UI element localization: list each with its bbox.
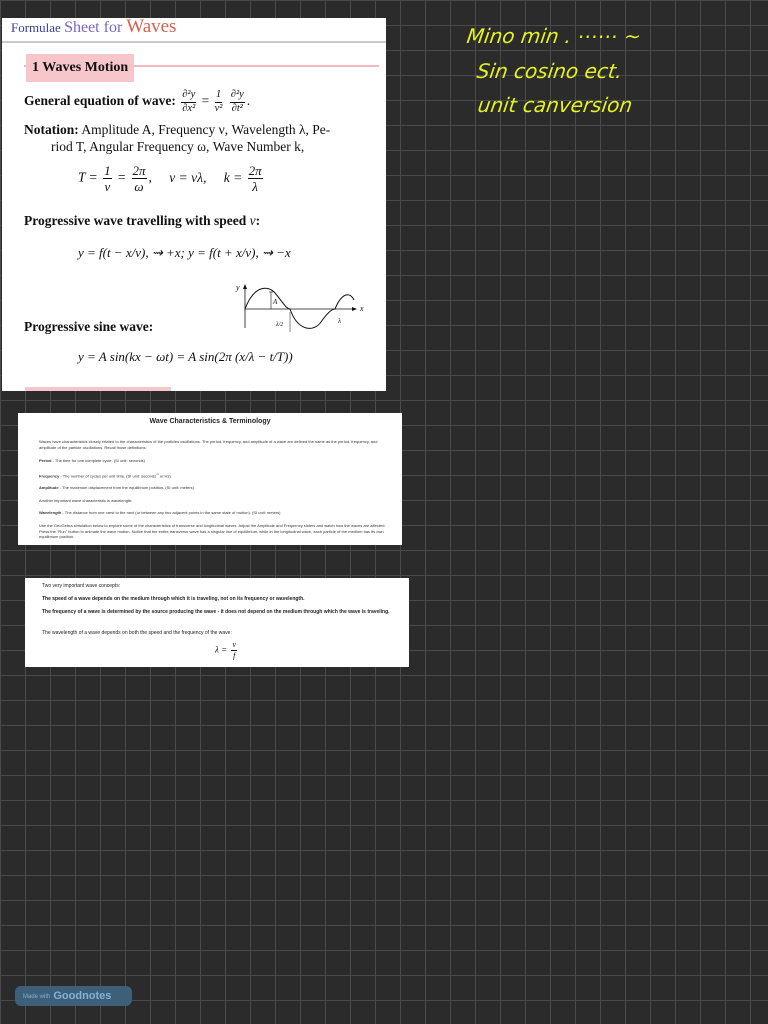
k-lhs: k = — [223, 169, 243, 185]
diagram-label-x: x — [360, 304, 364, 313]
amplitude-term: Amplitude — [39, 485, 59, 490]
title-divider — [2, 41, 386, 43]
concept-wavelength: The wavelength of a wave depends on both the speed and the frequency of the wave: — [42, 630, 232, 636]
relations-comma: , — [148, 169, 152, 185]
frac-t1 — [103, 164, 112, 193]
concept-frequency: The frequency of a wave is determined by the source producing the wave - it does not depend on the medium through which the wave is traveling. — [42, 609, 390, 615]
v-relation: v = νλ, — [169, 169, 207, 185]
diagram-label-amplitude: A — [273, 298, 278, 306]
wavelength-term: Wavelength — [39, 510, 62, 515]
frac-k — [248, 164, 263, 193]
relations-line — [78, 164, 265, 193]
made-with-goodnotes-badge[interactable] — [15, 986, 132, 1006]
frac-rhs-den: ∂t² — [231, 102, 243, 114]
wavelength-definition — [39, 510, 395, 516]
frac-t1-den: ν — [104, 179, 111, 194]
wave-characteristics-title: Wave Characteristics & Terminology — [149, 418, 271, 425]
diagram-label-lambda: λ — [338, 317, 342, 325]
frac-lhs — [181, 90, 196, 114]
progressive-label-var: v — [249, 213, 256, 228]
section-heading: 1 Waves Motion — [26, 54, 134, 82]
diagram-label-half-lambda: λ/2 — [276, 322, 284, 328]
concepts-intro: Two very important wave concepts: — [42, 583, 121, 589]
notation-label: Notation: — [24, 122, 79, 137]
wavelength-text: - The distance from one crest to the next (or between any two adjacent points in the same state of motion). (SI unit: meters) — [61, 510, 281, 515]
frac-lhs-num: ∂²y — [181, 90, 196, 103]
title-part-waves: Waves — [126, 16, 177, 37]
frequency-sup: -1 — [156, 472, 159, 476]
title-part-sheet: Sheet — [64, 19, 104, 36]
frequency-text-2: or Hz) — [158, 473, 171, 479]
frequency-definition — [39, 472, 395, 479]
characteristics-intro: Waves have characteristics closely related to the characteristics of the particles oscillations. The period, frequency, and amplitude of a wave are defined the same as the period, frequency, and amplitude of the particle oscillations. Recall those definitions: — [39, 439, 378, 450]
period-term: Period — [39, 458, 52, 463]
badge-brand: Goodnotes — [53, 990, 112, 1002]
handwritten-note-3: unit canversion — [476, 93, 634, 117]
frequency-text: - The number of cycles per unit time. (SI unit: seconds — [59, 473, 157, 479]
frac-coef — [215, 90, 223, 114]
notation-line-2: riod T, Angular Frequency ω, Wave Number k, — [51, 139, 305, 154]
progressive-label-suffix: : — [255, 213, 261, 228]
formula-den: f — [233, 651, 236, 660]
frac-rhs — [230, 90, 245, 114]
next-section-peek — [25, 387, 171, 391]
badge-prefix: Made with — [23, 994, 51, 1000]
another-characteristic: Another important wave characteristic is wavelength: — [39, 498, 133, 503]
formula-sheet-card — [2, 18, 386, 391]
frac-k-num: 2π — [248, 163, 262, 178]
frac-rhs-num: ∂²y — [230, 90, 245, 103]
progressive-label-prefix: Progressive wave travelling with speed — [24, 213, 250, 228]
y-axis-arrow — [243, 284, 247, 289]
title-part-formulae: Formulae — [11, 20, 65, 35]
frequency-term: Frequency — [39, 473, 60, 479]
frac-coef-den: v² — [214, 102, 223, 114]
relations-equals: = — [117, 169, 127, 185]
general-equation-line — [24, 90, 250, 114]
frac-t2 — [132, 164, 147, 193]
wave-concepts-card — [25, 578, 409, 667]
x-axis-arrow — [352, 307, 357, 311]
geogebra-instructions: Use the GeoGebra simulation below to explore some of the characteristics of transverse and longitudinal waves. Adjust the Amplitude and Frequency sliders and watch how the waves are affected. Press the "Run" button to animate the wave motion. Notice that the entire transverse wave has a singular line of equilibrium, while in the longitudinal wave, each particle of the medium has its own equilibrium position. — [39, 523, 386, 539]
equals-sign: = — [201, 93, 210, 109]
equation-end: . — [246, 93, 251, 109]
formula-sheet-title — [11, 16, 176, 38]
amplitude-text: - The maximum displacement from the equilibrium position. (SI unit: meters) — [58, 485, 194, 490]
frac-t2-num: 2π — [132, 163, 146, 178]
frac-t2-den: ω — [134, 179, 144, 194]
sine-wave-label: Progressive sine wave: — [24, 319, 154, 334]
period-text: - The time for one complete cycle. (SI unit: seconds) — [51, 458, 145, 463]
amplitude-definition — [39, 485, 395, 491]
formula-frac — [231, 641, 237, 660]
notation-text-1: Amplitude A, Frequency ν, Wavelength λ, Pe- — [81, 122, 331, 137]
sine-wave-equation: y = A sin(kx − ωt) = A sin(2π (x/λ − t/T)) — [78, 349, 293, 364]
frac-t1-num: 1 — [104, 163, 111, 178]
frac-coef-num: 1 — [215, 90, 222, 103]
t-lhs: T = — [78, 169, 98, 185]
progressive-equation: y = f(t − x/v), ⇝ +x; y = f(t + x/v), ⇝ −x — [78, 245, 291, 260]
period-definition — [39, 458, 395, 464]
handwritten-note-2: Sin cosino ect. — [475, 59, 624, 83]
frac-k-den: λ — [252, 179, 258, 194]
frac-lhs-den: ∂x² — [182, 102, 196, 114]
formula-lhs: λ = — [215, 644, 228, 655]
sine-wave-diagram — [232, 280, 372, 338]
formula-num: v — [232, 640, 237, 649]
wavelength-formula — [215, 641, 239, 660]
concept-speed: The speed of a wave depends on the medium through which it is traveling, not on its frequency or wavelength. — [42, 596, 305, 602]
wave-characteristics-card — [18, 413, 402, 545]
progressive-label — [24, 213, 260, 229]
general-equation-label: General equation of wave: — [24, 93, 176, 109]
diagram-label-y: y — [236, 283, 240, 292]
title-part-for: for — [103, 19, 127, 36]
notation-line-1 — [24, 122, 330, 138]
handwritten-note-1: Mino min . ⋯⋯ ~ — [465, 24, 643, 48]
